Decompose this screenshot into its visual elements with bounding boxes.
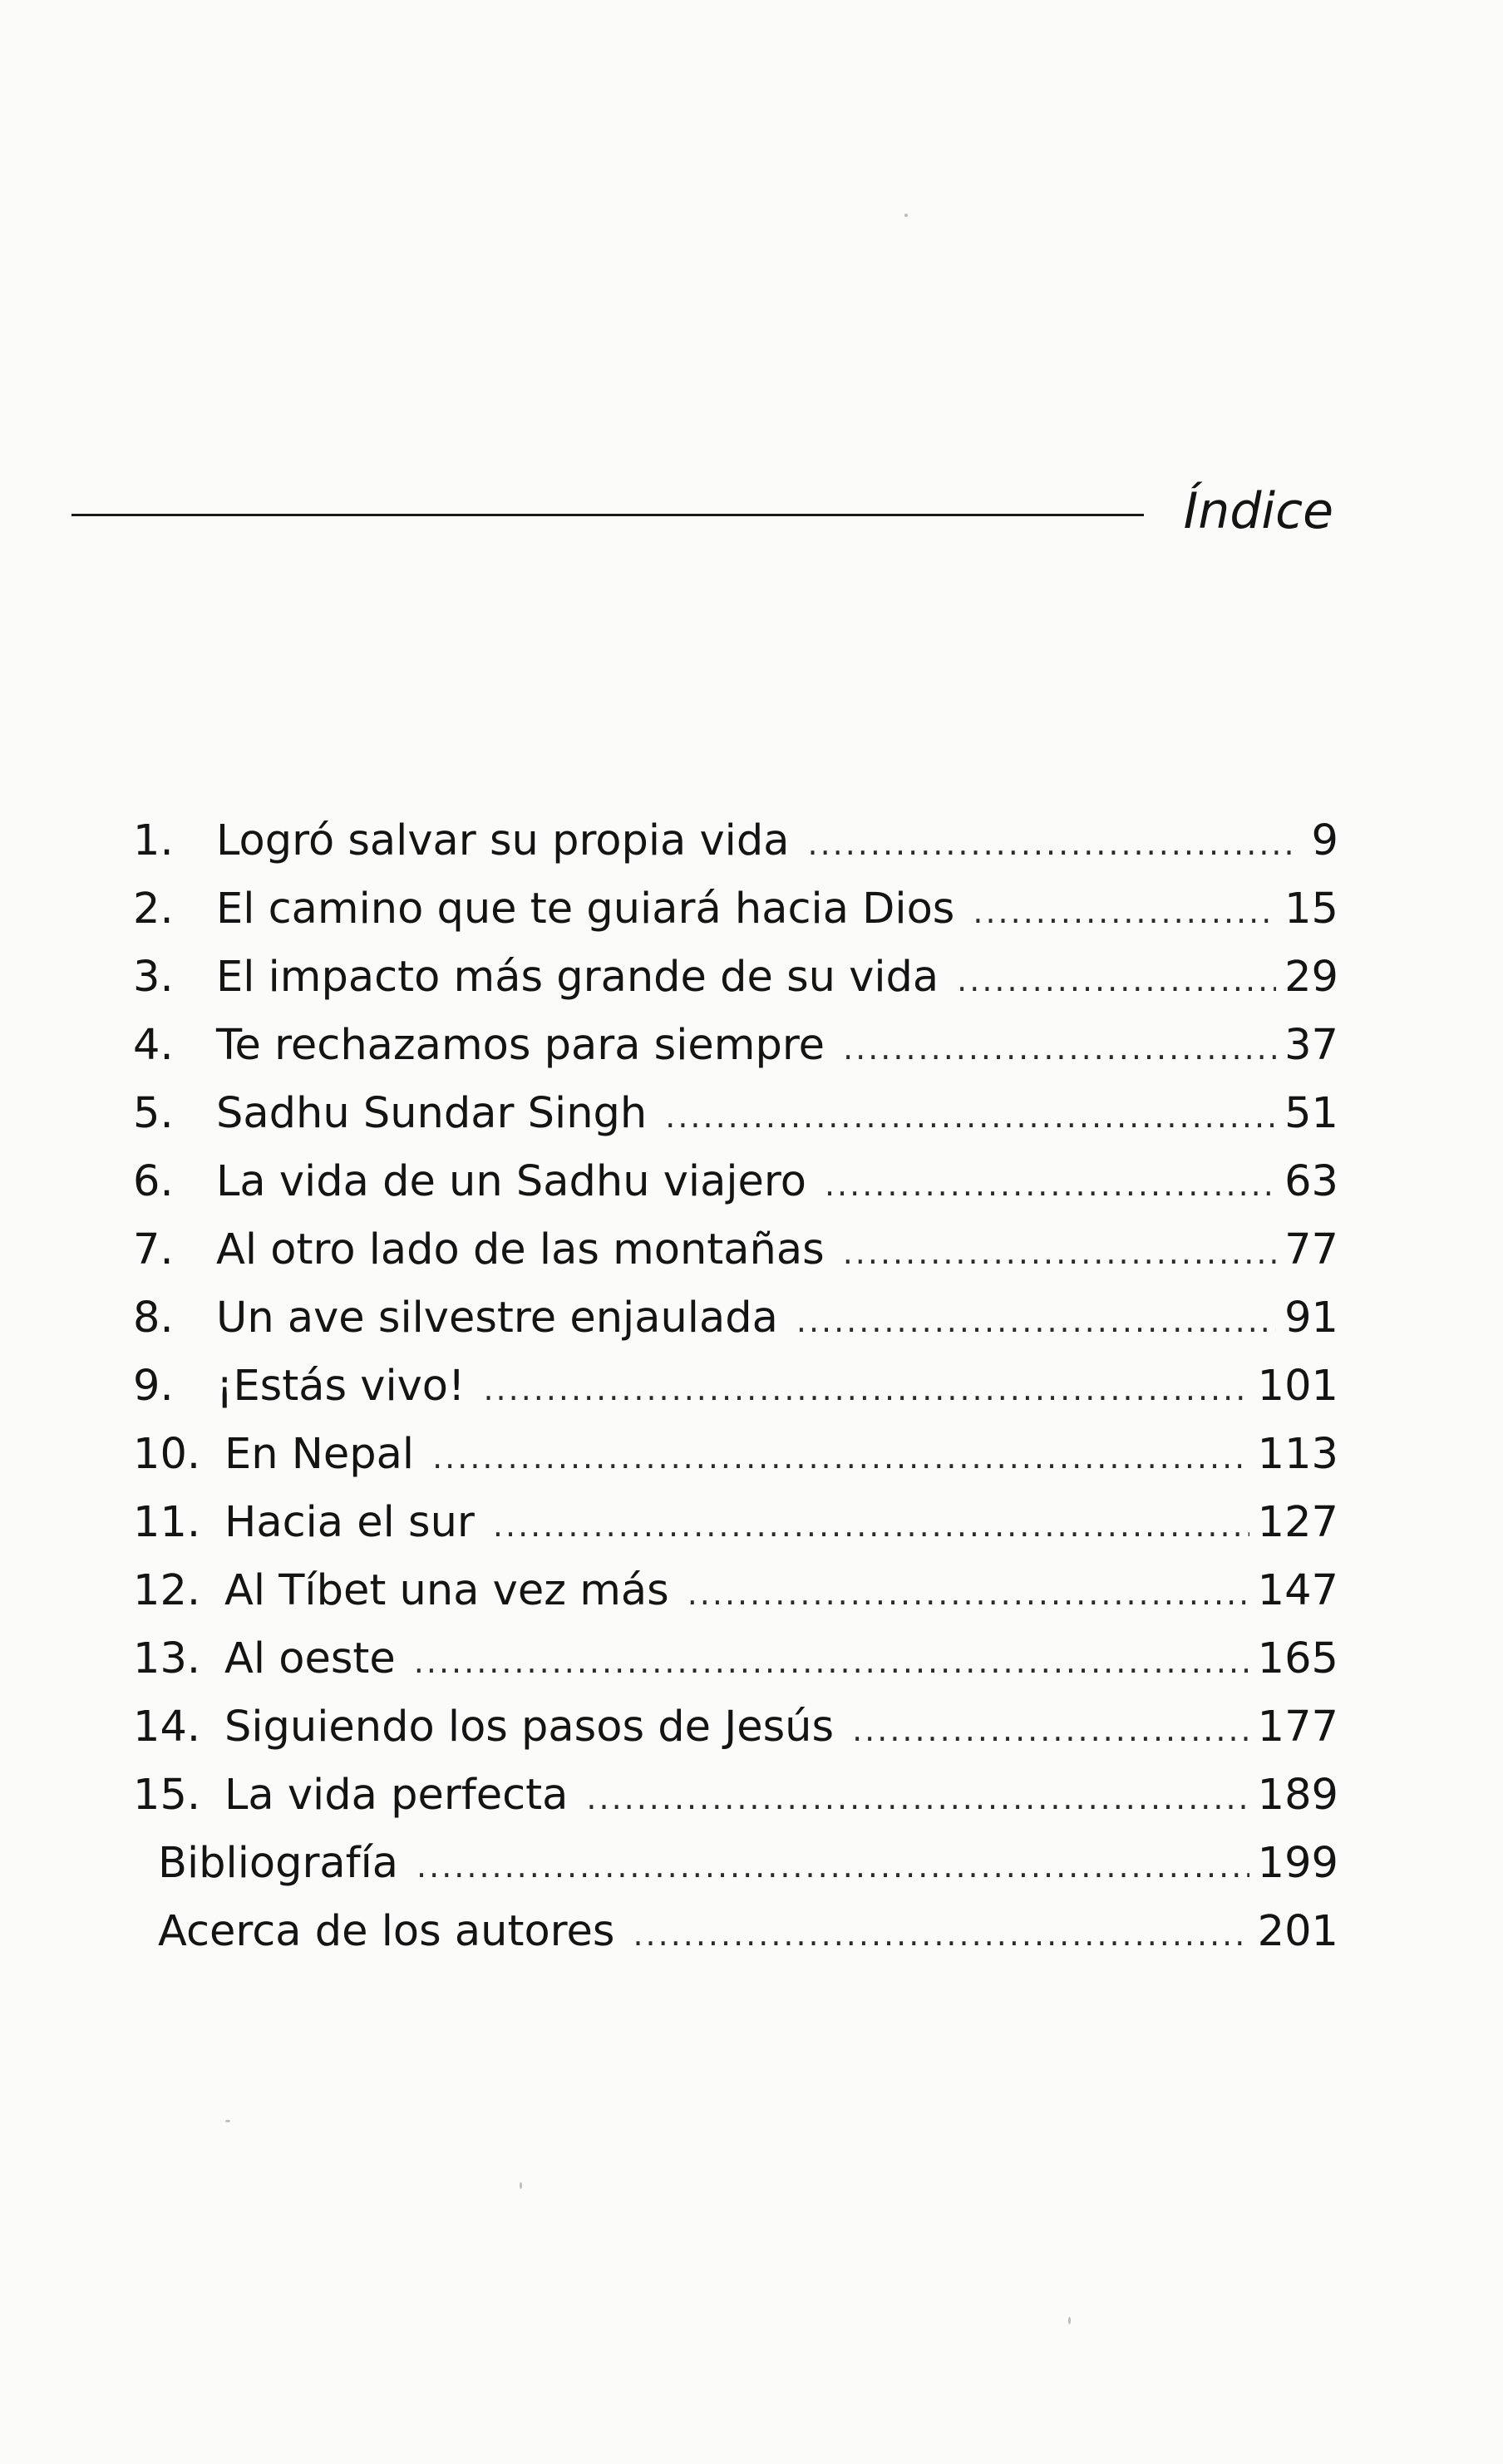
toc-entry <box>133 807 1338 875</box>
chapter-title: Siguiendo los pasos de Jesús <box>224 1703 835 1752</box>
dot-leader <box>414 1628 1249 1696</box>
toc-entry <box>133 1762 1338 1830</box>
chapter-title: El impacto más grande de su vida <box>216 953 939 1002</box>
chapter-number: 8. <box>133 1294 174 1343</box>
page-number: 189 <box>1257 1771 1338 1820</box>
page-number: 127 <box>1257 1498 1338 1547</box>
header-rule <box>71 514 1144 516</box>
paper-speck <box>1068 2317 1071 2324</box>
chapter-number: 3. <box>133 953 174 1002</box>
chapter-title: Logró salvar su propia vida <box>216 816 790 865</box>
toc-entry <box>133 1148 1338 1216</box>
dot-leader <box>665 1082 1276 1151</box>
chapter-number: 5. <box>133 1089 174 1138</box>
dot-leader <box>633 1900 1249 1969</box>
dot-leader <box>493 1491 1249 1560</box>
chapter-number: 6. <box>133 1157 174 1206</box>
chapter-number: 10. <box>133 1430 201 1479</box>
chapter-number: 11. <box>133 1498 201 1547</box>
chapter-number: 1. <box>133 816 174 865</box>
chapter-title: Sadhu Sundar Singh <box>216 1089 648 1138</box>
toc-entry <box>133 1830 1338 1898</box>
chapter-title: Al oeste <box>224 1634 396 1683</box>
chapter-title: Hacia el sur <box>224 1498 475 1547</box>
page-number: 37 <box>1284 1021 1338 1070</box>
chapter-title: Un ave silvestre enjaulada <box>216 1294 778 1343</box>
paper-speck <box>225 2120 230 2122</box>
toc-entry <box>133 875 1338 944</box>
dot-leader <box>852 1696 1249 1764</box>
chapter-title: Bibliografía <box>158 1839 399 1888</box>
toc-entry <box>133 1421 1338 1489</box>
chapter-number: 9. <box>133 1362 174 1411</box>
page-number: 91 <box>1284 1294 1338 1343</box>
chapter-title: La vida perfecta <box>224 1771 569 1820</box>
toc-entry <box>133 1012 1338 1080</box>
table-of-contents <box>133 807 1338 1966</box>
page-title: Índice <box>1183 482 1333 540</box>
page-number: 165 <box>1257 1634 1338 1683</box>
dot-leader <box>807 810 1297 878</box>
chapter-title: La vida de un Sadhu viajero <box>216 1157 806 1206</box>
dot-leader <box>843 1014 1276 1082</box>
dot-leader <box>432 1423 1249 1491</box>
chapter-title: El camino que te guiará hacia Dios <box>216 885 955 934</box>
chapter-title: Al otro lado de las montañas <box>216 1225 825 1274</box>
chapter-number: 12. <box>133 1566 201 1615</box>
toc-entry <box>133 1625 1338 1693</box>
dot-leader <box>416 1832 1249 1900</box>
chapter-title: Acerca de los autores <box>158 1907 615 1956</box>
page-number: 15 <box>1284 885 1338 934</box>
index-header <box>71 466 1333 557</box>
dot-leader <box>957 946 1276 1014</box>
toc-entry <box>133 944 1338 1012</box>
page-number: 101 <box>1257 1362 1338 1411</box>
page-number: 9 <box>1311 816 1338 865</box>
page-number: 201 <box>1257 1907 1338 1956</box>
toc-entry <box>133 1557 1338 1625</box>
dot-leader <box>796 1287 1276 1355</box>
chapter-number: 15. <box>133 1771 201 1820</box>
paper-speck <box>520 2182 522 2189</box>
paper-speck <box>904 214 908 217</box>
page-number: 199 <box>1257 1839 1338 1888</box>
page-number: 63 <box>1284 1157 1338 1206</box>
toc-entry <box>133 1898 1338 1966</box>
dot-leader <box>586 1764 1249 1832</box>
chapter-title: Al Tíbet una vez más <box>224 1566 669 1615</box>
chapter-number: 2. <box>133 885 174 934</box>
toc-entry <box>133 1284 1338 1353</box>
chapter-title: ¡Estás vivo! <box>216 1362 466 1411</box>
page-number: 177 <box>1257 1703 1338 1752</box>
page-number: 147 <box>1257 1566 1338 1615</box>
toc-entry <box>133 1693 1338 1762</box>
page-number: 77 <box>1284 1225 1338 1274</box>
chapter-title: En Nepal <box>224 1430 415 1479</box>
chapter-number: 7. <box>133 1225 174 1274</box>
page-number: 113 <box>1257 1430 1338 1479</box>
page-number: 29 <box>1284 953 1338 1002</box>
chapter-title: Te rechazamos para siempre <box>216 1021 825 1070</box>
toc-entry <box>133 1216 1338 1284</box>
dot-leader <box>973 878 1276 946</box>
chapter-number: 4. <box>133 1021 174 1070</box>
dot-leader <box>687 1560 1249 1628</box>
chapter-number: 13. <box>133 1634 201 1683</box>
dot-leader <box>843 1219 1276 1287</box>
page-number: 51 <box>1284 1089 1338 1138</box>
toc-entry <box>133 1489 1338 1557</box>
toc-entry <box>133 1080 1338 1148</box>
toc-entry <box>133 1353 1338 1421</box>
dot-leader <box>483 1355 1249 1423</box>
chapter-number: 14. <box>133 1703 201 1752</box>
dot-leader <box>825 1151 1276 1219</box>
